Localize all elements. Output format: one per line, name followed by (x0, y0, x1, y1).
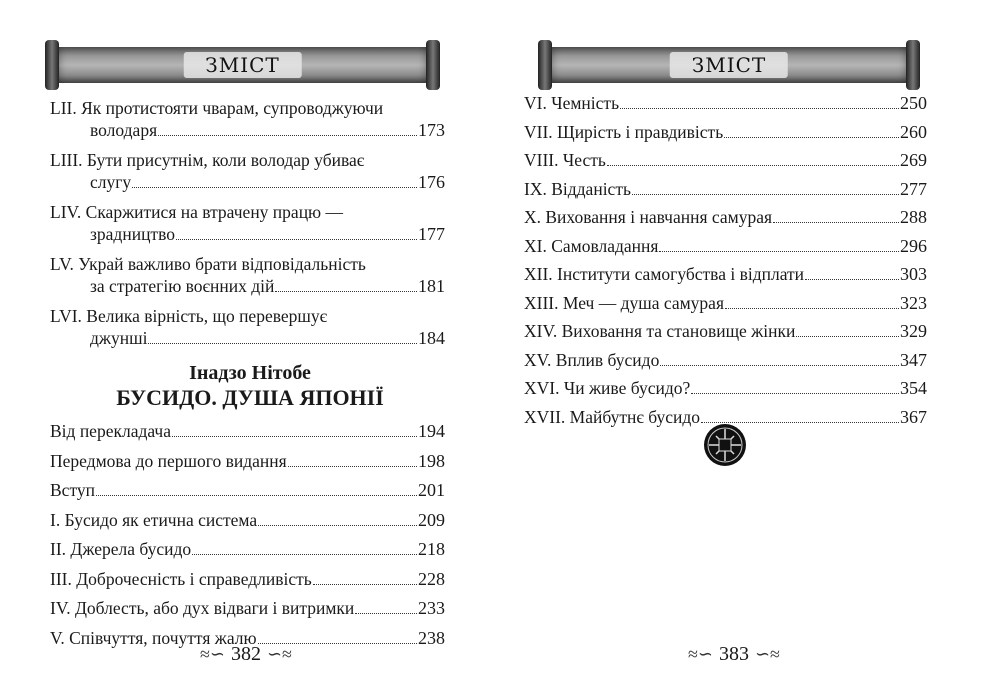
toc-entry (524, 92, 927, 114)
dot-leader (192, 554, 417, 555)
dot-leader (620, 108, 899, 109)
entry-page-number: 323 (900, 292, 927, 313)
toc-entry (50, 97, 445, 141)
dot-leader (96, 495, 417, 496)
dot-leader (288, 466, 417, 467)
entry-page-number: 181 (418, 276, 445, 296)
book-title: БУСИДО. ДУША ЯПОНІЇ (116, 385, 384, 410)
entry-title: VIII. Честь (524, 150, 606, 170)
entry-title: Вступ (50, 480, 95, 500)
dot-leader (725, 308, 899, 309)
entry-title: XIII. Меч — душа самурая (524, 292, 724, 313)
entry-title: I. Бусидо як етична система (50, 509, 258, 530)
author-name: Інадзо Нітобе (189, 362, 311, 384)
toc-entry (524, 292, 927, 314)
dot-leader (313, 584, 417, 585)
entry-page-number: 329 (900, 321, 927, 341)
toc-entry (524, 377, 927, 399)
entry-title: IX. Відданість (524, 178, 631, 199)
dot-leader (796, 336, 899, 337)
toc-entry (50, 253, 445, 297)
toc-entry (524, 206, 927, 228)
toc-entry (50, 305, 445, 349)
entry-page-number: 209 (418, 509, 445, 530)
entry-title: VII. Щирість і правдивість (524, 121, 724, 142)
entry-page-number: 347 (900, 349, 927, 370)
toc-entry (50, 509, 445, 531)
dot-leader (773, 222, 899, 223)
dot-leader (691, 393, 899, 394)
dot-leader (632, 194, 899, 195)
toc-entry (524, 149, 927, 171)
entry-title: LIII. Бути присутнім, коли володар убиває (50, 150, 365, 170)
entry-title: за стратегію воєнних дій (90, 276, 275, 296)
entry-title: LV. Украй важливо брати відповідальність (50, 254, 366, 274)
toc-list-bottom (50, 420, 445, 656)
entry-page-number: 238 (418, 627, 445, 648)
toc-entry (524, 235, 927, 257)
dot-leader (805, 279, 899, 280)
ornament-icon: ≈∽ (688, 644, 713, 664)
toc-entry (50, 597, 445, 619)
dot-leader (724, 137, 899, 138)
entry-page-number: 354 (900, 378, 927, 398)
entry-page-number: 303 (900, 264, 927, 284)
entry-title: XIV. Виховання та становище жінки (524, 321, 796, 341)
ornament-icon: ≈∽ (200, 644, 225, 664)
entry-title: володаря (90, 120, 158, 140)
entry-title: LII. Як протистояти чварам, супроводжуючи (50, 98, 384, 118)
entry-title: LVI. Велика вірність, що перевершує (50, 306, 328, 326)
entry-title: Від перекладача (50, 421, 172, 441)
entry-title: IV. Доблесть, або дух відваги і витримки (50, 598, 355, 618)
entry-title: VI. Чемність (524, 93, 620, 113)
dot-leader (158, 135, 417, 136)
entry-title: XV. Вплив бусидо (524, 349, 660, 370)
entry-title: зрадництво (90, 224, 175, 244)
dot-leader (660, 365, 899, 366)
dot-leader (607, 165, 899, 166)
toc-entry (50, 201, 445, 245)
entry-title: Передмова до першого видання (50, 450, 287, 471)
entry-page-number: 218 (418, 539, 445, 559)
entry-page-number: 277 (900, 178, 927, 199)
entry-page-number: 296 (900, 235, 927, 256)
entry-page-number: 367 (900, 406, 927, 427)
page-number (688, 643, 780, 666)
entry-page-number: 250 (900, 93, 927, 113)
entry-page-number: 176 (418, 172, 445, 192)
entry-page-number: 177 (418, 224, 445, 244)
entry-title: LIV. Скаржитися на втрачену працю — (50, 202, 344, 222)
ornament-icon: ∽≈ (754, 644, 780, 664)
banner-title: ЗМІСТ (183, 52, 301, 78)
ornament-icon: ∽≈ (266, 644, 292, 664)
toc-entry (524, 320, 927, 342)
entry-page-number: 228 (418, 568, 445, 589)
entry-title: XVII. Майбутнє бусидо (524, 406, 701, 427)
dot-leader (659, 251, 899, 252)
toc-entry (524, 349, 927, 371)
entry-page-number: 260 (900, 121, 927, 142)
toc-entry (524, 121, 927, 143)
dot-leader (275, 291, 417, 292)
contents-banner (538, 40, 920, 90)
dot-leader (172, 436, 417, 437)
entry-page-number: 184 (418, 328, 445, 348)
right-page (500, 0, 1000, 680)
dot-leader (258, 525, 417, 526)
dot-leader (132, 187, 417, 188)
entry-title: слугу (90, 172, 132, 192)
page-number (200, 643, 292, 666)
toc-list-top (50, 97, 445, 357)
entry-title: джунші (90, 328, 148, 348)
entry-page-number: 288 (900, 207, 927, 227)
entry-page-number: 198 (418, 450, 445, 471)
toc-entry (524, 263, 927, 285)
toc-entry (50, 149, 445, 193)
contents-banner (45, 40, 440, 90)
entry-title: II. Джерела бусидо (50, 539, 192, 559)
entry-title: X. Виховання і навчання самурая (524, 207, 773, 227)
entry-title: III. Доброчесність і справедливість (50, 568, 312, 589)
toc-entry (50, 450, 445, 472)
entry-page-number: 233 (418, 598, 445, 618)
toc-entry (50, 479, 445, 501)
banner-title: ЗМІСТ (670, 52, 788, 78)
celtic-knot-emblem-icon (703, 423, 747, 467)
toc-list (524, 92, 927, 434)
entry-page-number: 269 (900, 150, 927, 170)
toc-entry (50, 538, 445, 560)
page-number-text: 382 (230, 643, 261, 665)
toc-entry (50, 568, 445, 590)
dot-leader (176, 239, 417, 240)
toc-entry (524, 178, 927, 200)
entry-page-number: 194 (418, 421, 445, 441)
entry-page-number: 201 (418, 480, 445, 500)
dot-leader (148, 343, 417, 344)
entry-title: XI. Самовладання (524, 235, 659, 256)
entry-title: XII. Інститути самогубства і відплати (524, 264, 805, 284)
toc-entry (50, 420, 445, 442)
entry-title: V. Співчуття, почуття жалю (50, 627, 257, 648)
page-number-text: 383 (718, 643, 749, 665)
dot-leader (355, 613, 417, 614)
entry-page-number: 173 (418, 120, 445, 140)
entry-title: XVI. Чи живе бусидо? (524, 378, 691, 398)
